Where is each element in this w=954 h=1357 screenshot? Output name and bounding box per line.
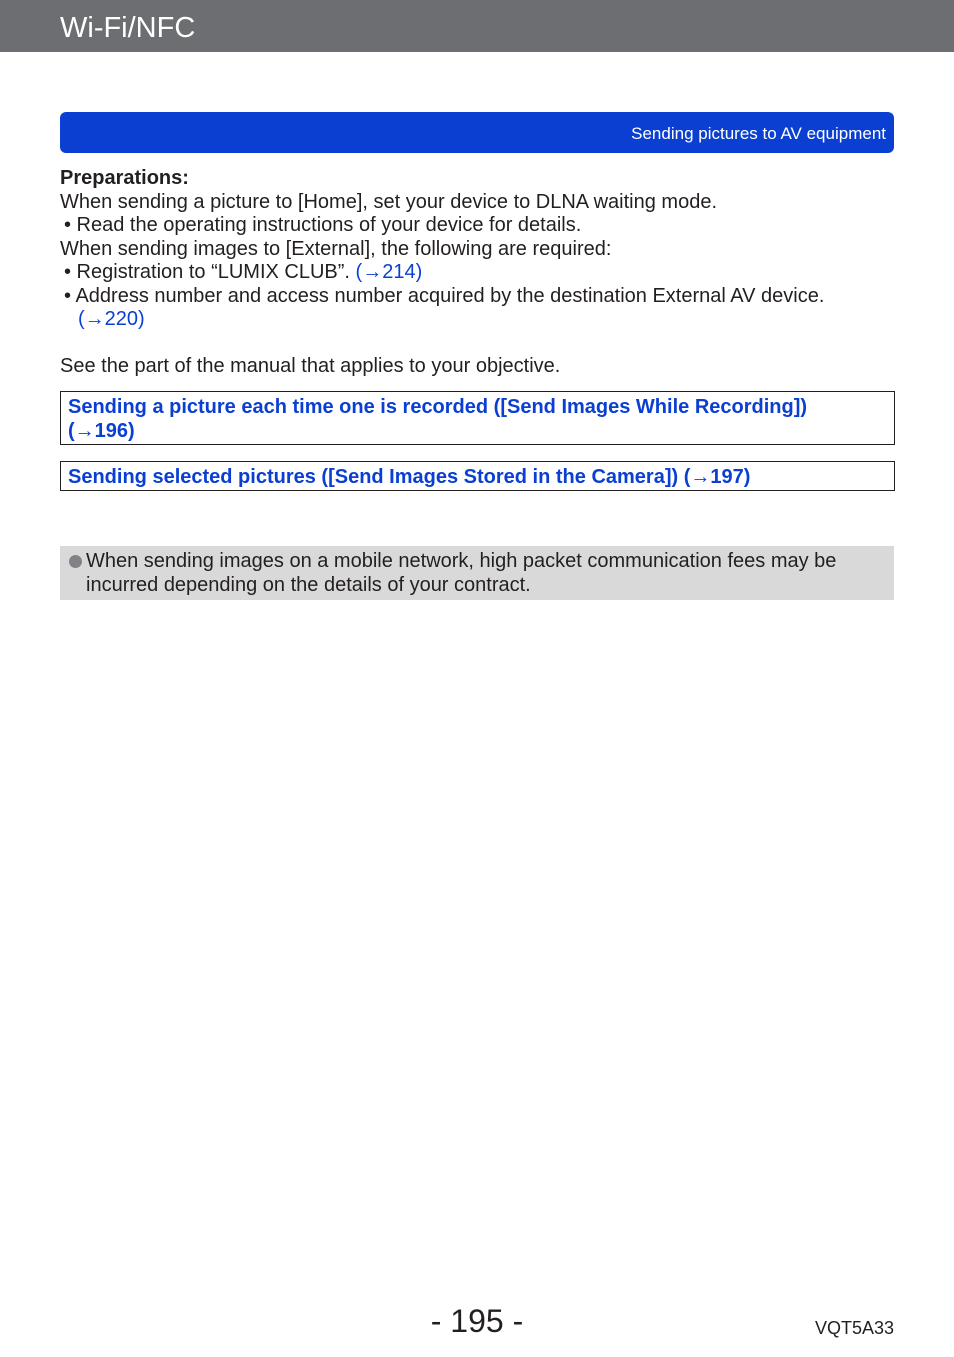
page-ref-220-link[interactable]: (→220) (78, 308, 145, 330)
note-box (60, 546, 894, 600)
section-title: Sending pictures to AV equipment (631, 124, 886, 143)
document-code: VQT5A33 (814, 1318, 894, 1338)
send-while-recording-line2: (→196) (68, 420, 135, 442)
send-while-recording-line1: Sending a picture each time one is recorded ([Send Images While Recording]) (68, 396, 808, 418)
send-while-recording-link[interactable] (60, 391, 895, 445)
spacer (60, 332, 894, 356)
intro-text: See the part of the manual that applies to your objective. (60, 355, 561, 377)
section-title-bar (60, 112, 894, 153)
bullet-dot-icon (69, 555, 82, 568)
header-bar (0, 0, 954, 52)
bullet-address-text: • Address number and access number acquired by the destination External AV device. (64, 284, 825, 307)
bullet-registration-text: • Registration to “LUMIX CLUB”. (64, 261, 356, 283)
page-number: - 195 - (430, 1303, 524, 1339)
preparations-line-external: When sending images to [External], the following are required: (60, 237, 612, 260)
header-title: Wi-Fi/NFC (60, 12, 196, 44)
send-stored-images-label: Sending selected pictures ([Send Images Stored in the Camera]) (→197) (68, 466, 751, 488)
page-ref-214-link[interactable]: (→214) (355, 261, 423, 283)
send-stored-images-link[interactable] (60, 461, 895, 491)
preparations-line-home: When sending a picture to [Home], set your device to DLNA waiting mode. (60, 190, 718, 213)
note-text: When sending images on a mobile network, high packet communication fees may be incurred depending on the details of your contract. (86, 550, 837, 596)
bullet-registration (60, 261, 894, 285)
preparations-block (60, 167, 894, 379)
bullet-operating-instructions: • Read the operating instructions of your device for details. (64, 214, 582, 236)
preparations-heading: Preparations: (60, 167, 189, 189)
bullet-address-number (60, 285, 894, 332)
